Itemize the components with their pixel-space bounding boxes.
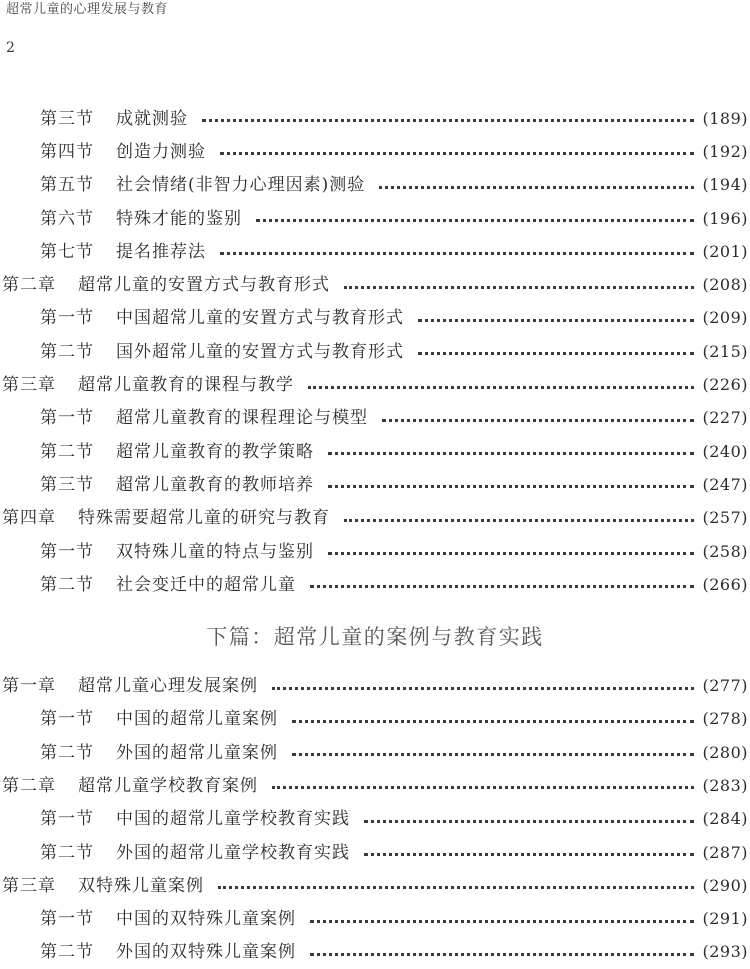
- toc-entry-title: 特殊需要超常儿童的研究与教育: [78, 508, 330, 529]
- dot-leader: [379, 186, 694, 189]
- toc-entry-title: 超常儿童教育的教师培养: [116, 474, 314, 495]
- dot-leader: [310, 953, 694, 956]
- toc-entry-number: 第一节: [40, 308, 94, 329]
- toc-entry-page: (283): [702, 775, 748, 795]
- dot-leader: [328, 452, 694, 455]
- toc-entry-page: (257): [702, 508, 748, 528]
- toc-entry-title: 成就测验: [116, 108, 188, 129]
- toc-section-row[interactable]: [0, 135, 750, 168]
- toc-entry-title: 超常儿童教育的课程与教学: [78, 375, 294, 396]
- toc-entry-number: 第七节: [40, 241, 94, 262]
- toc-entry-page: (284): [702, 809, 748, 829]
- toc-entry-number: 第一章: [2, 676, 56, 697]
- dot-leader: [344, 519, 694, 522]
- dot-leader: [344, 286, 694, 289]
- toc-entry-page: (291): [702, 909, 748, 929]
- toc-section-row[interactable]: [0, 435, 750, 468]
- toc-section-row[interactable]: [0, 402, 750, 435]
- toc-chapter-row[interactable]: [0, 769, 750, 802]
- toc-entry-page: (277): [702, 676, 748, 696]
- toc-entry-title: 国外超常儿童的安置方式与教育形式: [116, 341, 404, 362]
- toc-section-row[interactable]: [0, 703, 750, 736]
- toc-entry-number: 第三节: [40, 108, 94, 129]
- toc-entry-title: 双特殊儿童案例: [78, 875, 204, 896]
- toc-chapter-row[interactable]: [0, 268, 750, 301]
- toc-entry-number: 第二章: [2, 775, 56, 796]
- toc-section-row[interactable]: [0, 736, 750, 769]
- dot-leader: [218, 886, 694, 889]
- dot-leader: [364, 853, 694, 856]
- toc-section-row[interactable]: [0, 102, 750, 135]
- dot-leader: [308, 386, 694, 389]
- toc-entry-title: 超常儿童教育的课程理论与模型: [116, 408, 368, 429]
- toc-entry-title: 社会变迁中的超常儿童: [116, 574, 296, 595]
- dot-leader: [292, 720, 694, 723]
- toc-entry-number: 第六节: [40, 208, 94, 229]
- toc-entry-number: 第二章: [2, 275, 56, 296]
- toc-entry-number: 第二节: [40, 574, 94, 595]
- toc-entry-page: (278): [702, 709, 748, 729]
- dot-leader: [418, 319, 694, 322]
- dot-leader: [220, 252, 694, 255]
- toc-entry-page: (226): [702, 375, 748, 395]
- dot-leader: [202, 119, 694, 122]
- toc-section-row[interactable]: [0, 903, 750, 936]
- toc-entry-number: 第一节: [40, 909, 94, 930]
- toc-entry-page: (215): [702, 341, 748, 361]
- toc-entry-number: 第一节: [40, 809, 94, 830]
- toc-section-row[interactable]: [0, 235, 750, 268]
- toc-chapter-row[interactable]: [0, 502, 750, 535]
- dot-leader: [220, 152, 694, 155]
- toc-entry-title: 超常儿童教育的教学策略: [116, 441, 314, 462]
- toc-entry-number: 第二节: [40, 842, 94, 863]
- toc-entry-title: 中国超常儿童的安置方式与教育形式: [116, 308, 404, 329]
- toc-entry-title: 中国的超常儿童学校教育实践: [116, 809, 350, 830]
- toc-section-row[interactable]: [0, 568, 750, 601]
- toc-entry-title: 社会情绪(非智力心理因素)测验: [116, 175, 366, 196]
- dot-leader: [256, 219, 694, 222]
- toc-chapter-row[interactable]: [0, 669, 750, 702]
- toc-entry-number: 第三章: [2, 375, 56, 396]
- toc-entry-page: (287): [702, 842, 748, 862]
- toc-section-row[interactable]: [0, 468, 750, 501]
- toc-entry-title: 超常儿童的安置方式与教育形式: [78, 275, 330, 296]
- toc-entry-page: (227): [702, 408, 748, 428]
- toc-entry-page: (290): [702, 875, 748, 895]
- toc-entry-number: 第五节: [40, 175, 94, 196]
- toc-entry-number: 第三节: [40, 474, 94, 495]
- toc-entry-number: 第一节: [40, 541, 94, 562]
- toc-entry-page: (196): [702, 208, 748, 228]
- table-of-contents: [0, 102, 750, 969]
- toc-list-lower: [0, 669, 750, 969]
- toc-chapter-row[interactable]: [0, 869, 750, 902]
- toc-entry-title: 超常儿童学校教育案例: [78, 775, 258, 796]
- dot-leader: [364, 820, 694, 823]
- page-number: 2: [6, 40, 15, 56]
- toc-section-row[interactable]: [0, 803, 750, 836]
- toc-entry-page: (209): [702, 308, 748, 328]
- dot-leader: [292, 753, 694, 756]
- dot-leader: [418, 352, 694, 355]
- toc-entry-page: (280): [702, 742, 748, 762]
- toc-entry-page: (293): [702, 942, 748, 962]
- toc-section-row[interactable]: [0, 169, 750, 202]
- dot-leader: [272, 687, 694, 690]
- dot-leader: [272, 786, 694, 789]
- toc-chapter-row[interactable]: [0, 368, 750, 401]
- toc-entry-title: 超常儿童心理发展案例: [78, 676, 258, 697]
- toc-entry-number: 第三章: [2, 875, 56, 896]
- dot-leader: [382, 419, 694, 422]
- toc-entry-number: 第二节: [40, 742, 94, 763]
- toc-entry-page: (247): [702, 474, 748, 494]
- toc-entry-number: 第二节: [40, 942, 94, 963]
- toc-section-row[interactable]: [0, 535, 750, 568]
- toc-section-row[interactable]: [0, 936, 750, 969]
- toc-entry-title: 外国的超常儿童案例: [116, 742, 278, 763]
- toc-section-row[interactable]: [0, 836, 750, 869]
- dot-leader: [328, 552, 694, 555]
- dot-leader: [328, 485, 694, 488]
- toc-entry-page: (266): [702, 574, 748, 594]
- dot-leader: [310, 920, 694, 923]
- dot-leader: [310, 585, 694, 588]
- toc-entry-title: 双特殊儿童的特点与鉴别: [116, 541, 314, 562]
- toc-entry-number: 第四章: [2, 508, 56, 529]
- toc-entry-page: (189): [702, 108, 748, 128]
- toc-entry-title: 外国的超常儿童学校教育实践: [116, 842, 350, 863]
- toc-section-row[interactable]: [0, 335, 750, 368]
- toc-entry-page: (240): [702, 441, 748, 461]
- running-head: 超常儿童的心理发展与教育: [6, 2, 169, 17]
- toc-entry-title: 特殊才能的鉴别: [116, 208, 242, 229]
- toc-entry-page: (201): [702, 241, 748, 261]
- toc-entry-title: 创造力测验: [116, 141, 206, 162]
- toc-entry-number: 第四节: [40, 141, 94, 162]
- toc-entry-number: 第二节: [40, 441, 94, 462]
- toc-entry-number: 第一节: [40, 408, 94, 429]
- toc-entry-title: 外国的双特殊儿童案例: [116, 942, 296, 963]
- toc-entry-title: 中国的双特殊儿童案例: [116, 909, 296, 930]
- toc-entry-number: 第二节: [40, 341, 94, 362]
- part-title: 下篇：超常儿童的案例与教育实践: [206, 625, 544, 650]
- toc-entry-page: (192): [702, 141, 748, 161]
- toc-entry-number: 第一节: [40, 709, 94, 730]
- toc-list-upper: [0, 102, 750, 601]
- toc-entry-page: (208): [702, 275, 748, 295]
- toc-section-row[interactable]: [0, 302, 750, 335]
- toc-entry-page: (194): [702, 175, 748, 195]
- toc-section-row[interactable]: [0, 202, 750, 235]
- toc-entry-title: 中国的超常儿童案例: [116, 709, 278, 730]
- toc-entry-page: (258): [702, 541, 748, 561]
- toc-entry-title: 提名推荐法: [116, 241, 206, 262]
